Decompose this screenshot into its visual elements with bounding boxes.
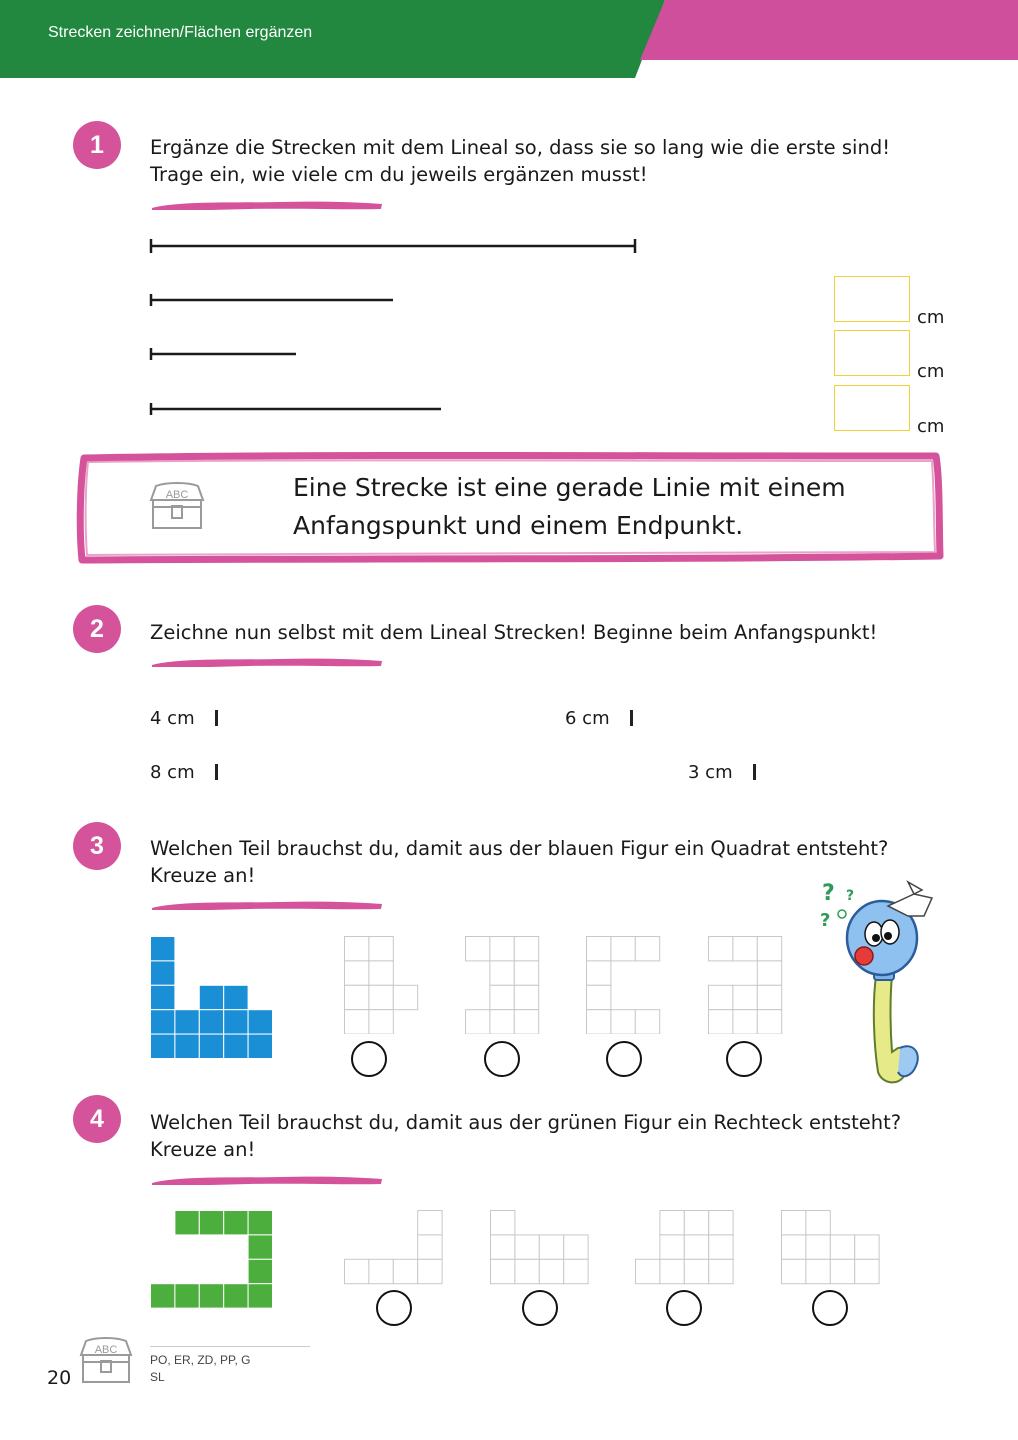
green-square-cell: [248, 1211, 272, 1235]
start-point-3cm[interactable]: [753, 764, 756, 780]
task-3-option-1-shape: [344, 936, 419, 1034]
treasure-chest-abc-icon: [148, 480, 206, 532]
option-grid-cell: [490, 961, 514, 985]
footer-codes-line-2: SL: [150, 1370, 165, 1384]
green-square-cell: [248, 1259, 272, 1283]
task-3-option-2-shape: [465, 936, 540, 1034]
option-grid-cell: [757, 937, 781, 961]
task-3-option-2-checkbox[interactable]: [484, 1041, 520, 1077]
option-grid-cell: [709, 985, 733, 1009]
blue-square-cell: [151, 1034, 175, 1058]
blue-square-cell: [224, 985, 248, 1009]
option-grid-cell: [636, 1259, 660, 1283]
svg-text:?: ?: [820, 910, 831, 931]
option-grid-cell: [830, 1259, 854, 1283]
task-4-underline-brush: [150, 1173, 384, 1185]
option-grid-cell: [635, 1010, 659, 1034]
task-1-segments: [148, 236, 640, 422]
option-grid-cell: [587, 1010, 611, 1034]
answer-box-2[interactable]: [834, 330, 910, 376]
option-grid-cell: [733, 985, 757, 1009]
task-2-line-1: Zeichne nun selbst mit dem Lineal Strecken! Beginne beim Anfangspunkt!: [150, 621, 878, 644]
option-grid-cell: [345, 1259, 369, 1283]
option-grid-cell: [466, 937, 490, 961]
green-square-cell: [224, 1284, 248, 1308]
task-3-instruction: [150, 835, 888, 889]
option-grid-cell: [855, 1235, 879, 1259]
mascot-character-icon: [812, 876, 942, 1092]
task-4-green-figure: [150, 1210, 272, 1308]
unit-label-1: cm: [917, 307, 945, 328]
option-grid-cell: [806, 1235, 830, 1259]
task-4-option-1-checkbox[interactable]: [376, 1290, 412, 1326]
option-grid-cell: [684, 1235, 708, 1259]
definition-line-1: Eine Strecke ist eine gerade Linie mit einem: [293, 473, 846, 502]
footer-treasure-chest-icon: [78, 1336, 134, 1386]
option-grid-cell: [514, 1010, 538, 1034]
blue-square-cell: [199, 1010, 223, 1034]
green-square-cell: [151, 1284, 175, 1308]
option-grid-cell: [660, 1211, 684, 1235]
option-grid-cell: [709, 1259, 733, 1283]
start-point-8cm[interactable]: [215, 764, 218, 780]
green-square-cell: [224, 1211, 248, 1235]
svg-text:?: ?: [822, 881, 835, 906]
option-grid-cell: [635, 937, 659, 961]
option-grid-cell: [733, 1010, 757, 1034]
length-label-3cm: 3 cm: [688, 762, 733, 783]
page-number: 20: [47, 1367, 72, 1389]
option-grid-cell: [418, 1259, 442, 1283]
option-grid-cell: [539, 1235, 563, 1259]
option-grid-cell: [369, 1259, 393, 1283]
option-grid-cell: [514, 937, 538, 961]
option-grid-cell: [855, 1259, 879, 1283]
option-grid-cell: [345, 961, 369, 985]
green-square-cell: [175, 1211, 199, 1235]
task-4-instruction: [150, 1109, 901, 1163]
option-grid-cell: [757, 961, 781, 985]
task-3-option-1-checkbox[interactable]: [351, 1041, 387, 1077]
option-grid-cell: [369, 985, 393, 1009]
option-grid-cell: [709, 1211, 733, 1235]
task-4-line-1: Welchen Teil brauchst du, damit aus der grünen Figur ein Rechteck entsteht?: [150, 1111, 902, 1134]
option-grid-cell: [733, 937, 757, 961]
svg-text:?: ?: [846, 888, 855, 904]
option-grid-cell: [514, 985, 538, 1009]
option-grid-cell: [490, 937, 514, 961]
green-square-cell: [248, 1235, 272, 1259]
blue-square-cell: [151, 1010, 175, 1034]
footer-divider: [150, 1346, 310, 1347]
option-grid-cell: [345, 1010, 369, 1034]
option-grid-cell: [491, 1211, 515, 1235]
option-grid-cell: [782, 1211, 806, 1235]
option-grid-cell: [418, 1211, 442, 1235]
definition-line-2: Anfangspunkt und einem Endpunkt.: [293, 511, 744, 540]
option-grid-cell: [418, 1235, 442, 1259]
start-point-4cm[interactable]: [215, 710, 218, 726]
task-4-option-2-shape: [490, 1210, 589, 1285]
task-3-option-4-checkbox[interactable]: [726, 1041, 762, 1077]
footer-codes: [150, 1352, 250, 1386]
green-square-cell: [199, 1284, 223, 1308]
blue-square-cell: [151, 985, 175, 1009]
blue-square-cell: [175, 1010, 199, 1034]
option-grid-cell: [709, 937, 733, 961]
green-square-cell: [248, 1284, 272, 1308]
length-label-8cm: 8 cm: [150, 762, 195, 783]
task-3-option-4-shape: [708, 936, 783, 1034]
task-4-option-1-shape: [344, 1210, 443, 1285]
blue-square-cell: [151, 961, 175, 985]
option-grid-cell: [564, 1259, 588, 1283]
option-grid-cell: [514, 961, 538, 985]
option-grid-cell: [564, 1235, 588, 1259]
option-grid-cell: [393, 1259, 417, 1283]
svg-text:ABC: ABC: [94, 1344, 118, 1356]
option-grid-cell: [757, 1010, 781, 1034]
option-grid-cell: [490, 985, 514, 1009]
blue-square-cell: [248, 1010, 272, 1034]
option-grid-cell: [515, 1259, 539, 1283]
option-grid-cell: [757, 985, 781, 1009]
option-grid-cell: [491, 1259, 515, 1283]
task-4-option-4-checkbox[interactable]: [812, 1290, 848, 1326]
option-grid-cell: [684, 1259, 708, 1283]
task-4-option-4-shape: [781, 1210, 880, 1285]
unit-label-2: cm: [917, 361, 945, 382]
task-2-underline-brush: [150, 655, 384, 667]
svg-text:ABC: ABC: [165, 489, 189, 501]
option-grid-cell: [539, 1259, 563, 1283]
option-grid-cell: [393, 985, 417, 1009]
option-grid-cell: [806, 1259, 830, 1283]
task-3-blue-figure: [150, 936, 272, 1058]
task-3-underline-brush: [150, 898, 384, 910]
option-grid-cell: [587, 985, 611, 1009]
option-grid-cell: [491, 1235, 515, 1259]
blue-square-cell: [199, 1034, 223, 1058]
task-2-number: 2: [73, 605, 121, 653]
definition-text: [293, 469, 846, 545]
blue-square-cell: [248, 1034, 272, 1058]
option-grid-cell: [515, 1235, 539, 1259]
task-3-option-3-shape: [586, 936, 661, 1034]
task-1-line-2: Trage ein, wie viele cm du jeweils ergänzen musst!: [150, 163, 648, 186]
answer-box-1[interactable]: [834, 276, 910, 322]
option-grid-cell: [369, 937, 393, 961]
option-grid-cell: [709, 1235, 733, 1259]
blue-square-cell: [151, 937, 175, 961]
option-grid-cell: [660, 1235, 684, 1259]
option-grid-cell: [490, 1010, 514, 1034]
task-3-line-1: Welchen Teil brauchst du, damit aus der blauen Figur ein Quadrat entsteht?: [150, 837, 889, 860]
task-2-instruction: [150, 619, 877, 646]
green-square-cell: [199, 1211, 223, 1235]
task-1-number: 1: [73, 121, 121, 169]
option-grid-cell: [587, 937, 611, 961]
option-grid-cell: [369, 961, 393, 985]
option-grid-cell: [660, 1259, 684, 1283]
length-label-4cm: 4 cm: [150, 708, 195, 729]
blue-square-cell: [224, 1010, 248, 1034]
blue-square-cell: [175, 1034, 199, 1058]
task-4-option-3-checkbox[interactable]: [666, 1290, 702, 1326]
task-3-line-2: Kreuze an!: [150, 864, 256, 887]
start-point-6cm[interactable]: [630, 710, 633, 726]
task-4-line-2: Kreuze an!: [150, 1138, 256, 1161]
option-grid-cell: [806, 1211, 830, 1235]
header-title: Strecken zeichnen/Flächen ergänzen: [48, 24, 313, 41]
option-grid-cell: [611, 937, 635, 961]
green-square-cell: [175, 1284, 199, 1308]
option-grid-cell: [684, 1211, 708, 1235]
option-grid-cell: [782, 1259, 806, 1283]
option-grid-cell: [587, 961, 611, 985]
option-grid-cell: [709, 1010, 733, 1034]
footer-codes-line-1: PO, ER, ZD, PP, G: [150, 1353, 251, 1367]
option-grid-cell: [345, 985, 369, 1009]
task-3-option-3-checkbox[interactable]: [606, 1041, 642, 1077]
unit-label-3: cm: [917, 416, 945, 437]
option-grid-cell: [611, 1010, 635, 1034]
option-grid-cell: [345, 937, 369, 961]
option-grid-cell: [369, 1010, 393, 1034]
task-4-number: 4: [73, 1095, 121, 1143]
option-grid-cell: [830, 1235, 854, 1259]
task-3-number: 3: [73, 822, 121, 870]
answer-box-3[interactable]: [834, 385, 910, 431]
task-4-option-3-shape: [635, 1210, 734, 1285]
task-1-line-1: Ergänze die Strecken mit dem Lineal so, dass sie so lang wie die erste sind!: [150, 136, 891, 159]
option-grid-cell: [782, 1235, 806, 1259]
option-grid-cell: [466, 1010, 490, 1034]
task-1-instruction: [150, 134, 890, 188]
length-label-6cm: 6 cm: [565, 708, 610, 729]
blue-square-cell: [224, 1034, 248, 1058]
task-4-option-2-checkbox[interactable]: [522, 1290, 558, 1326]
task-1-underline-brush: [150, 198, 384, 210]
blue-square-cell: [199, 985, 223, 1009]
